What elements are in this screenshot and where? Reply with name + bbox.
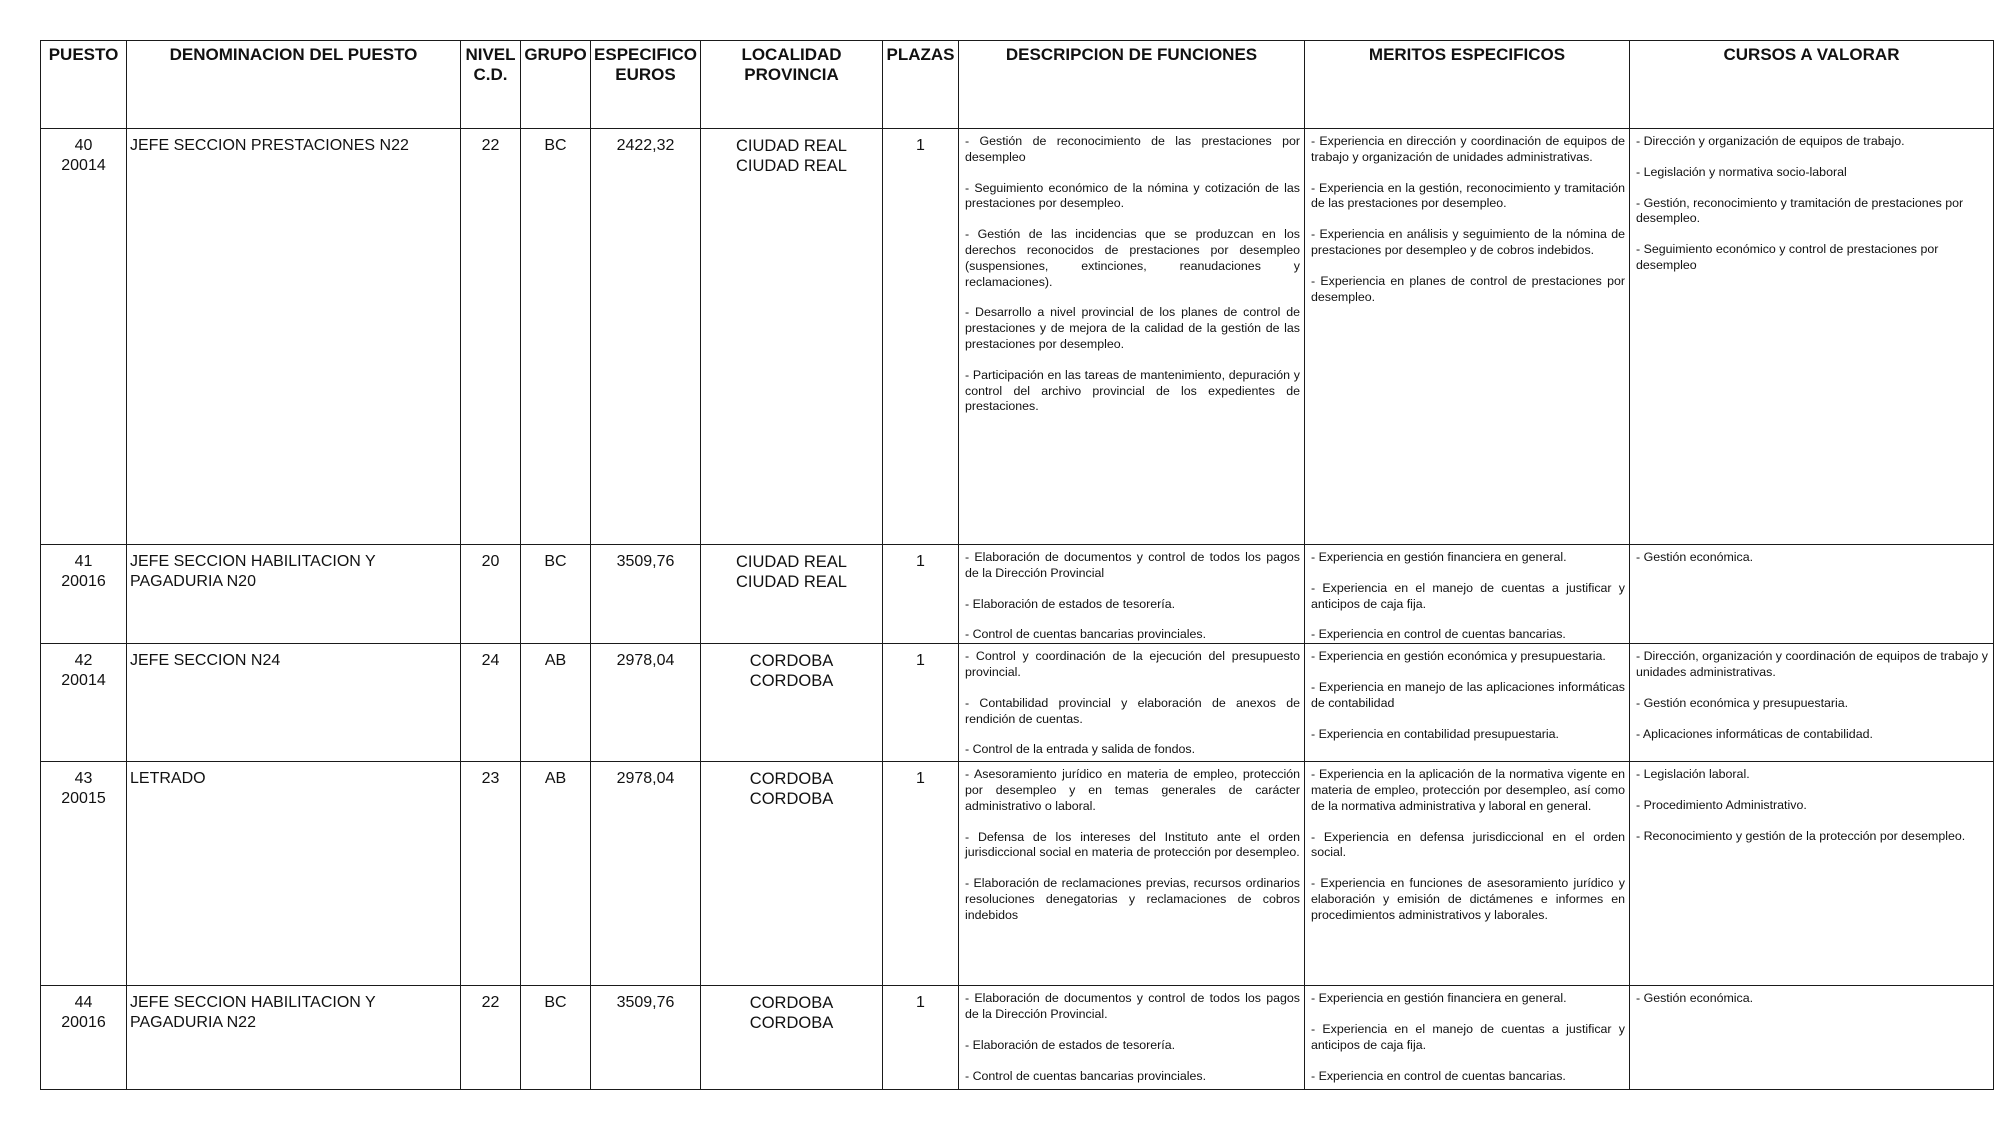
merito-item: - Experiencia en gestión financiera en general. bbox=[1311, 550, 1567, 564]
merito-item: - Experiencia en funciones de asesoramiento jurídico y elaboración y emisión de dictámenes e informes en procedimientos administrativos y laborales. bbox=[1311, 876, 1625, 922]
provincia-value: CIUDAD REAL bbox=[736, 157, 847, 175]
curso-item: - Aplicaciones informáticas de contabilidad. bbox=[1636, 726, 1873, 741]
plazas-cell bbox=[883, 644, 959, 762]
puesto-cell bbox=[41, 129, 127, 545]
localidad-cell bbox=[701, 129, 883, 545]
meritos-cell bbox=[1305, 986, 1630, 1090]
grupo-value: AB bbox=[544, 770, 567, 788]
provincia-value: CORDOBA bbox=[749, 1014, 834, 1033]
plazas-cell bbox=[883, 762, 959, 986]
meritos-cell bbox=[1305, 545, 1630, 644]
plazas-value: 1 bbox=[916, 553, 925, 570]
funcion-item: - Elaboración de estados de tesorería. bbox=[965, 1037, 1176, 1052]
header-row bbox=[41, 41, 1994, 129]
nivel-cell bbox=[461, 545, 521, 644]
puesto-cell bbox=[41, 644, 127, 762]
localidad-value: CORDOBA bbox=[749, 994, 834, 1013]
cursos-cell bbox=[1630, 545, 1994, 644]
meritos-cell bbox=[1305, 129, 1630, 545]
denominacion-text: JEFE SECCION HABILITACION Y PAGADURIA N22 bbox=[130, 994, 376, 1032]
merito-item: - Experiencia en la aplicación de la normativa vigente en materia de empleo, protección por desempleo, así como de la normativa administrativa y laboral en general. bbox=[1311, 767, 1625, 813]
puesto-number: 41 bbox=[74, 553, 93, 570]
table-row bbox=[41, 129, 1994, 545]
denominacion-cell bbox=[127, 762, 461, 986]
localidad-cell bbox=[701, 986, 883, 1090]
especifico-value: 2422,32 bbox=[616, 137, 675, 154]
funciones-cell bbox=[959, 545, 1305, 644]
funciones-cell bbox=[959, 986, 1305, 1090]
grupo-value: AB bbox=[544, 652, 567, 670]
funcion-item: - Control y coordinación de la ejecución del presupuesto provincial. bbox=[965, 649, 1300, 679]
header-denominacion: DENOMINACION DEL PUESTO bbox=[127, 41, 461, 129]
nivel-value: 24 bbox=[481, 652, 500, 670]
curso-item: - Legislación y normativa socio-laboral bbox=[1636, 164, 1847, 179]
curso-item: - Dirección, organización y coordinación de equipos de trabajo y unidades administrativas. bbox=[1636, 649, 1988, 679]
merito-item: - Experiencia en contabilidad presupuestaria. bbox=[1311, 726, 1559, 741]
especifico-cell bbox=[591, 644, 701, 762]
curso-item: - Seguimiento económico y control de prestaciones por desempleo bbox=[1636, 242, 1939, 272]
plazas-value: 1 bbox=[916, 652, 925, 670]
funcion-item: - Elaboración de documentos y control de todos los pagos de la Dirección Provincial bbox=[965, 550, 1300, 580]
funciones-cell bbox=[959, 644, 1305, 762]
localidad-value: CORDOBA bbox=[749, 652, 834, 671]
funcion-item: - Asesoramiento jurídico en materia de empleo, protección por desempleo y en temas generales de carácter administrativo o laboral. bbox=[965, 767, 1300, 813]
nivel-cell bbox=[461, 762, 521, 986]
grupo-cell bbox=[521, 986, 591, 1090]
plazas-value: 1 bbox=[916, 770, 925, 788]
merito-item: - Experiencia en análisis y seguimiento de la nómina de prestaciones por desempleo y de cobros indebidos. bbox=[1311, 227, 1625, 257]
curso-item: - Gestión económica y presupuestaria. bbox=[1636, 695, 1849, 710]
puesto-cell bbox=[41, 762, 127, 986]
funcion-item: - Control de cuentas bancarias provinciales. bbox=[965, 1068, 1207, 1083]
merito-item: - Experiencia en la gestión, reconocimiento y tramitación de las prestaciones por desempleo. bbox=[1311, 180, 1625, 211]
especifico-cell bbox=[591, 762, 701, 986]
nivel-value: 20 bbox=[481, 553, 500, 570]
plazas-cell bbox=[883, 986, 959, 1090]
funcion-item: - Contabilidad provincial y elaboración de anexos de rendición de cuentas. bbox=[965, 695, 1300, 726]
grupo-value: BC bbox=[544, 137, 567, 154]
nivel-cell bbox=[461, 129, 521, 545]
curso-item: - Gestión, reconocimiento y tramitación de prestaciones por desempleo. bbox=[1636, 195, 1964, 226]
provincia-value: CORDOBA bbox=[749, 790, 834, 809]
nivel-value: 22 bbox=[481, 994, 500, 1012]
grupo-cell bbox=[521, 545, 591, 644]
denominacion-text: JEFE SECCION N24 bbox=[130, 652, 281, 670]
header-plazas: PLAZAS bbox=[883, 41, 959, 129]
merito-item: - Experiencia en gestión financiera en general. bbox=[1311, 991, 1567, 1006]
funcion-item: - Desarrollo a nivel provincial de los planes de control de prestaciones y de mejora de la calidad de la gestión de las prestaciones por desempleo. bbox=[965, 305, 1300, 351]
funcion-item: - Participación en las tareas de mantenimiento, depuración y control del archivo provincial de los expedientes de prestaciones. bbox=[965, 367, 1300, 414]
puesto-cell bbox=[41, 545, 127, 644]
especifico-value: 2978,04 bbox=[616, 652, 675, 670]
grupo-cell bbox=[521, 762, 591, 986]
curso-item: - Procedimiento Administrativo. bbox=[1636, 797, 1807, 812]
table-row bbox=[41, 986, 1994, 1090]
merito-item: - Experiencia en el manejo de cuentas a justificar y anticipos de caja fija. bbox=[1311, 580, 1625, 611]
denominacion-cell bbox=[127, 986, 461, 1090]
cursos-cell bbox=[1630, 644, 1994, 762]
puesto-code: 20014 bbox=[61, 672, 106, 690]
localidad-value: CORDOBA bbox=[749, 770, 834, 789]
grupo-value: BC bbox=[544, 553, 567, 570]
curso-item: - Gestión económica. bbox=[1636, 550, 1754, 564]
nivel-cell bbox=[461, 986, 521, 1090]
funciones-cell bbox=[959, 129, 1305, 545]
funcion-item: - Defensa de los intereses del Instituto ante el orden jurisdiccional social en materia de protección por desempleo. bbox=[965, 829, 1300, 860]
cursos-cell bbox=[1630, 986, 1994, 1090]
funcion-item: - Control de cuentas bancarias provinciales. bbox=[965, 627, 1207, 642]
header-localidad: LOCALIDAD PROVINCIA bbox=[701, 41, 883, 129]
localidad-cell bbox=[701, 644, 883, 762]
puesto-number: 44 bbox=[74, 994, 93, 1012]
funcion-item: - Gestión de reconocimiento de las prestaciones por desempleo bbox=[965, 134, 1300, 164]
denominacion-cell bbox=[127, 644, 461, 762]
denominacion-cell bbox=[127, 129, 461, 545]
plazas-value: 1 bbox=[916, 994, 925, 1012]
table-row bbox=[41, 644, 1994, 762]
funcion-item: - Elaboración de documentos y control de todos los pagos de la Dirección Provincial. bbox=[965, 991, 1300, 1021]
especifico-cell bbox=[591, 129, 701, 545]
especifico-value: 3509,76 bbox=[616, 553, 675, 570]
localidad-cell bbox=[701, 545, 883, 644]
funciones-cell bbox=[959, 762, 1305, 986]
funcion-item: - Gestión de las incidencias que se produzcan en los derechos reconocidos de prestaciones por desempleo (suspensiones, extinciones, reanudaciones y reclamaciones). bbox=[965, 227, 1300, 289]
meritos-cell bbox=[1305, 762, 1630, 986]
merito-item: - Experiencia en defensa jurisdiccional en el orden social. bbox=[1311, 829, 1625, 860]
localidad-cell bbox=[701, 762, 883, 986]
puesto-cell bbox=[41, 986, 127, 1090]
curso-item: - Dirección y organización de equipos de trabajo. bbox=[1636, 134, 1905, 148]
merito-item: - Experiencia en gestión económica y presupuestaria. bbox=[1311, 649, 1606, 664]
merito-item: - Experiencia en control de cuentas bancarias. bbox=[1311, 1068, 1566, 1083]
puesto-number: 40 bbox=[74, 137, 93, 154]
cursos-cell bbox=[1630, 762, 1994, 986]
curso-item: - Reconocimiento y gestión de la protección por desempleo. bbox=[1636, 828, 1966, 843]
puesto-code: 20016 bbox=[61, 573, 106, 590]
especifico-value: 2978,04 bbox=[616, 770, 675, 788]
plazas-cell bbox=[883, 545, 959, 644]
puesto-code: 20015 bbox=[61, 790, 106, 808]
localidad-value: CIUDAD REAL bbox=[736, 553, 847, 571]
curso-item: - Gestión económica. bbox=[1636, 991, 1754, 1006]
puesto-code: 20014 bbox=[61, 157, 106, 174]
localidad-value: CIUDAD REAL bbox=[736, 137, 847, 155]
denominacion-text: JEFE SECCION HABILITACION Y PAGADURIA N20 bbox=[130, 553, 376, 590]
header-puesto: PUESTO bbox=[41, 41, 127, 129]
header-grupo: GRUPO bbox=[521, 41, 591, 129]
merito-item: - Experiencia en manejo de las aplicaciones informáticas de contabilidad bbox=[1311, 679, 1625, 710]
plazas-value: 1 bbox=[916, 137, 925, 154]
meritos-cell bbox=[1305, 644, 1630, 762]
especifico-cell bbox=[591, 986, 701, 1090]
nivel-value: 22 bbox=[481, 137, 500, 154]
table-row bbox=[41, 762, 1994, 986]
funcion-item: - Elaboración de reclamaciones previas, recursos ordinarios resoluciones denegatorias y reclamaciones de cobros indebidos bbox=[965, 876, 1300, 922]
provincia-value: CIUDAD REAL bbox=[736, 573, 847, 591]
funcion-item: - Elaboración de estados de tesorería. bbox=[965, 596, 1176, 611]
header-meritos: MERITOS ESPECIFICOS bbox=[1305, 41, 1630, 129]
cursos-cell bbox=[1630, 129, 1994, 545]
merito-item: - Experiencia en control de cuentas bancarias. bbox=[1311, 627, 1566, 642]
nivel-cell bbox=[461, 644, 521, 762]
provincia-value: CORDOBA bbox=[749, 672, 834, 691]
header-especifico: ESPECIFICO EUROS bbox=[591, 41, 701, 129]
puesto-code: 20016 bbox=[61, 1014, 106, 1032]
plazas-cell bbox=[883, 129, 959, 545]
especifico-cell bbox=[591, 545, 701, 644]
grupo-value: BC bbox=[544, 994, 567, 1012]
grupo-cell bbox=[521, 644, 591, 762]
denominacion-cell bbox=[127, 545, 461, 644]
header-cursos: CURSOS A VALORAR bbox=[1630, 41, 1994, 129]
job-positions-table bbox=[40, 40, 1994, 1090]
grupo-cell bbox=[521, 129, 591, 545]
merito-item: - Experiencia en el manejo de cuentas a justificar y anticipos de caja fija. bbox=[1311, 1021, 1625, 1052]
table-row bbox=[41, 545, 1994, 644]
table-body bbox=[41, 129, 1994, 1090]
puesto-number: 43 bbox=[74, 770, 93, 788]
header-nivel: NIVEL C.D. bbox=[461, 41, 521, 129]
nivel-value: 23 bbox=[481, 770, 500, 788]
funcion-item: - Seguimiento económico de la nómina y cotización de las prestaciones por desempleo. bbox=[965, 180, 1300, 211]
denominacion-text: JEFE SECCION PRESTACIONES N22 bbox=[130, 137, 409, 154]
puesto-number: 42 bbox=[74, 652, 93, 670]
especifico-value: 3509,76 bbox=[616, 994, 675, 1012]
merito-item: - Experiencia en dirección y coordinación de equipos de trabajo y organización de unidades administrativas. bbox=[1311, 134, 1625, 164]
header-descripcion: DESCRIPCION DE FUNCIONES bbox=[959, 41, 1305, 129]
merito-item: - Experiencia en planes de control de prestaciones por desempleo. bbox=[1311, 273, 1625, 304]
funcion-item: - Control de la entrada y salida de fondos. bbox=[965, 742, 1196, 757]
denominacion-text: LETRADO bbox=[130, 770, 206, 788]
curso-item: - Legislación laboral. bbox=[1636, 767, 1750, 782]
